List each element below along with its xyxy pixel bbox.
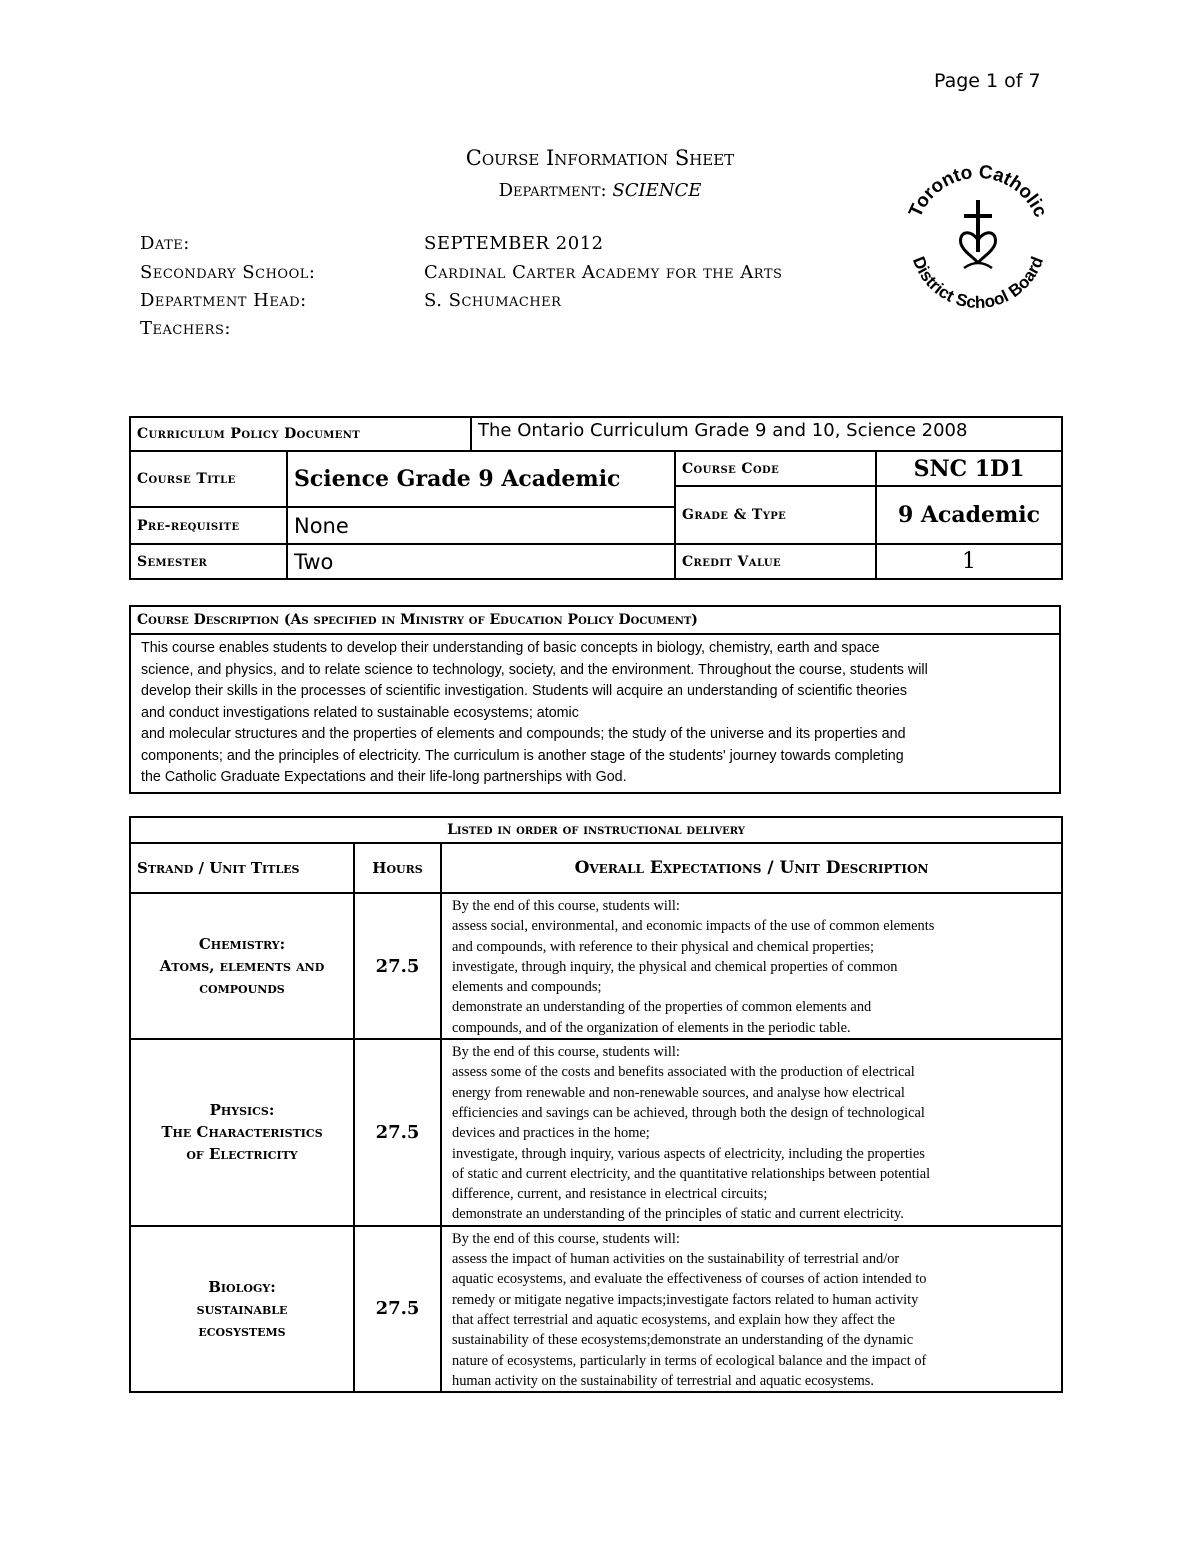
expectation-line: assess some of the costs and benefits associated with the production of electrical xyxy=(452,1064,915,1081)
description-line: science, and physics, and to relate science to technology, society, and the environment. Throughout the course, students will xyxy=(141,661,928,678)
expectation-line: aquatic ecosystems, and evaluate the effectiveness of courses of action intended to xyxy=(452,1271,927,1288)
department-head-value: S. Schumacher xyxy=(424,290,562,311)
expectations-column-header: Overall Expectations / Unit Description xyxy=(441,843,1062,893)
expectation-line: investigate, through inquiry, various aspects of electricity, including the properties xyxy=(452,1145,925,1162)
unit-expectations xyxy=(441,893,1062,1039)
expectation-line: investigate, through inquiry, the physical and chemical properties of common xyxy=(452,958,898,975)
grade-type-value: 9 Academic xyxy=(876,486,1062,544)
description-line: and molecular structures and the properties of elements and compounds; the study of the universe and its properties and xyxy=(141,726,906,742)
course-code-label: Course Code xyxy=(675,451,876,486)
policy-value: The Ontario Curriculum Grade 9 and 10, Science 2008 xyxy=(471,417,1062,451)
department-line xyxy=(400,180,800,201)
strand-column-header xyxy=(130,843,354,893)
unit-title-biology xyxy=(130,1226,354,1392)
logo-top-text: Toronto Catholic xyxy=(905,161,1051,221)
unit-expectations xyxy=(441,1226,1062,1392)
expectation-line: and compounds, with reference to their physical and chemical properties; xyxy=(452,938,874,955)
unit-title-line: Chemistry: xyxy=(198,935,286,954)
semester-label: Semester xyxy=(130,544,287,579)
expectation-line: By the end of this course, students will: xyxy=(452,1230,680,1247)
expectation-line: of static and current electricity, and the quantitative relationships between potential xyxy=(452,1165,931,1182)
expectation-line: By the end of this course, students will: xyxy=(452,898,680,914)
strand-header-text: Strand / Unit Titles xyxy=(137,859,300,877)
unit-title-line: Biology: xyxy=(208,1277,276,1296)
date-label: Date: xyxy=(140,233,190,254)
description-line: develop their skills in the processes of scientific investigation. Students will acquire an understanding of scientific theories xyxy=(141,683,908,699)
expectation-line: remedy or mitigate negative impacts;investigate factors related to human activity xyxy=(452,1291,919,1308)
expectation-line: devices and practices in the home; xyxy=(452,1125,650,1142)
course-code-value: SNC 1D1 xyxy=(876,451,1062,486)
credit-value: 1 xyxy=(876,544,1062,579)
document-title: Course Information Sheet xyxy=(465,146,735,170)
expectation-line: demonstrate an understanding of the principles of static and current electricity. xyxy=(452,1206,904,1223)
unit-hours: 27.5 xyxy=(354,893,441,1039)
expectation-line: compounds, and of the organization of elements in the periodic table. xyxy=(452,1019,851,1036)
description-body xyxy=(130,634,1060,793)
description-line: and conduct investigations related to sustainable ecosystems; atomic xyxy=(141,704,579,721)
prerequisite-value: None xyxy=(287,507,675,544)
description-line: components; and the principles of electricity. The curriculum is another stage of the students' journey towards completing xyxy=(141,747,904,764)
course-info-table xyxy=(129,416,1063,580)
unit-title-line: Physics: xyxy=(209,1101,275,1120)
expectation-line: nature of ecosystems, particularly in terms of ecological balance and the impact of xyxy=(452,1352,927,1369)
grade-type-label: Grade & Type xyxy=(675,486,876,544)
description-line: This course enables students to develop their understanding of basic concepts in biology, chemistry, earth and space xyxy=(141,640,880,656)
expectation-line: energy from renewable and non-renewable sources, and analyse how electrical xyxy=(452,1084,905,1101)
expectation-line: demonstrate an understanding of the properties of common elements and xyxy=(452,999,872,1016)
unit-hours: 27.5 xyxy=(354,1039,441,1226)
unit-subtitle: sustainable ecosystems xyxy=(196,1299,288,1340)
cross-heart-icon xyxy=(961,200,996,268)
department-head-label: Department Head: xyxy=(140,290,307,311)
units-heading: Listed in order of instructional delivery xyxy=(130,817,1062,843)
prerequisite-label: Pre-requisite xyxy=(130,507,287,544)
teachers-label: Teachers: xyxy=(140,318,231,339)
expectation-line: human activity on the sustainability of terrestrial and aquatic ecosystems. xyxy=(452,1372,875,1389)
unit-expectations xyxy=(441,1039,1062,1226)
school-label: Secondary School: xyxy=(140,262,316,283)
course-title-value: Science Grade 9 Academic xyxy=(287,451,675,507)
description-heading: Course Description (As specified in Ministry of Education Policy Document) xyxy=(130,606,1060,634)
unit-subtitle: The Characteristics of Electricity xyxy=(161,1123,323,1164)
course-title-label: Course Title xyxy=(130,451,287,507)
expectation-line: assess the impact of human activities on the sustainability of terrestrial and/or xyxy=(452,1251,900,1268)
expectation-line: elements and compounds; xyxy=(452,979,602,996)
expectation-line: sustainability of these ecosystems;demonstrate an understanding of the dynamic xyxy=(452,1332,914,1349)
credit-value-label: Credit Value xyxy=(675,544,876,579)
expectation-line: efficiencies and savings can be achieved, through both the design of technological xyxy=(452,1104,925,1121)
hours-column-header: Hours xyxy=(354,843,441,893)
expectation-line: By the end of this course, students will: xyxy=(452,1044,680,1061)
school-value: Cardinal Carter Academy for the Arts xyxy=(424,262,783,283)
expectation-line: assess social, environmental, and economic impacts of the use of common elements xyxy=(452,918,935,935)
description-line: the Catholic Graduate Expectations and their life-long partnerships with God. xyxy=(141,769,627,785)
date-value: SEPTEMBER 2012 xyxy=(424,233,604,254)
semester-value: Two xyxy=(287,544,675,579)
department-value: SCIENCE xyxy=(612,180,702,201)
expectation-line: that affect terrestrial and aquatic ecosystems, and explain how they affect the xyxy=(452,1311,895,1328)
policy-label: Curriculum Policy Document xyxy=(130,417,471,451)
page-number: Page 1 of 7 xyxy=(934,70,1041,92)
unit-title-chemistry xyxy=(130,893,354,1039)
units-table xyxy=(129,816,1063,1393)
department-label: Department: xyxy=(498,180,607,201)
course-description-table xyxy=(129,605,1061,794)
logo-bottom-text: District School Board xyxy=(908,253,1048,313)
school-board-logo xyxy=(898,160,1058,320)
unit-subtitle: Atoms, elements and compounds xyxy=(159,957,325,998)
unit-hours: 27.5 xyxy=(354,1226,441,1392)
expectation-line: difference, current, and resistance in electrical circuits; xyxy=(452,1186,768,1203)
unit-title-physics xyxy=(130,1039,354,1226)
